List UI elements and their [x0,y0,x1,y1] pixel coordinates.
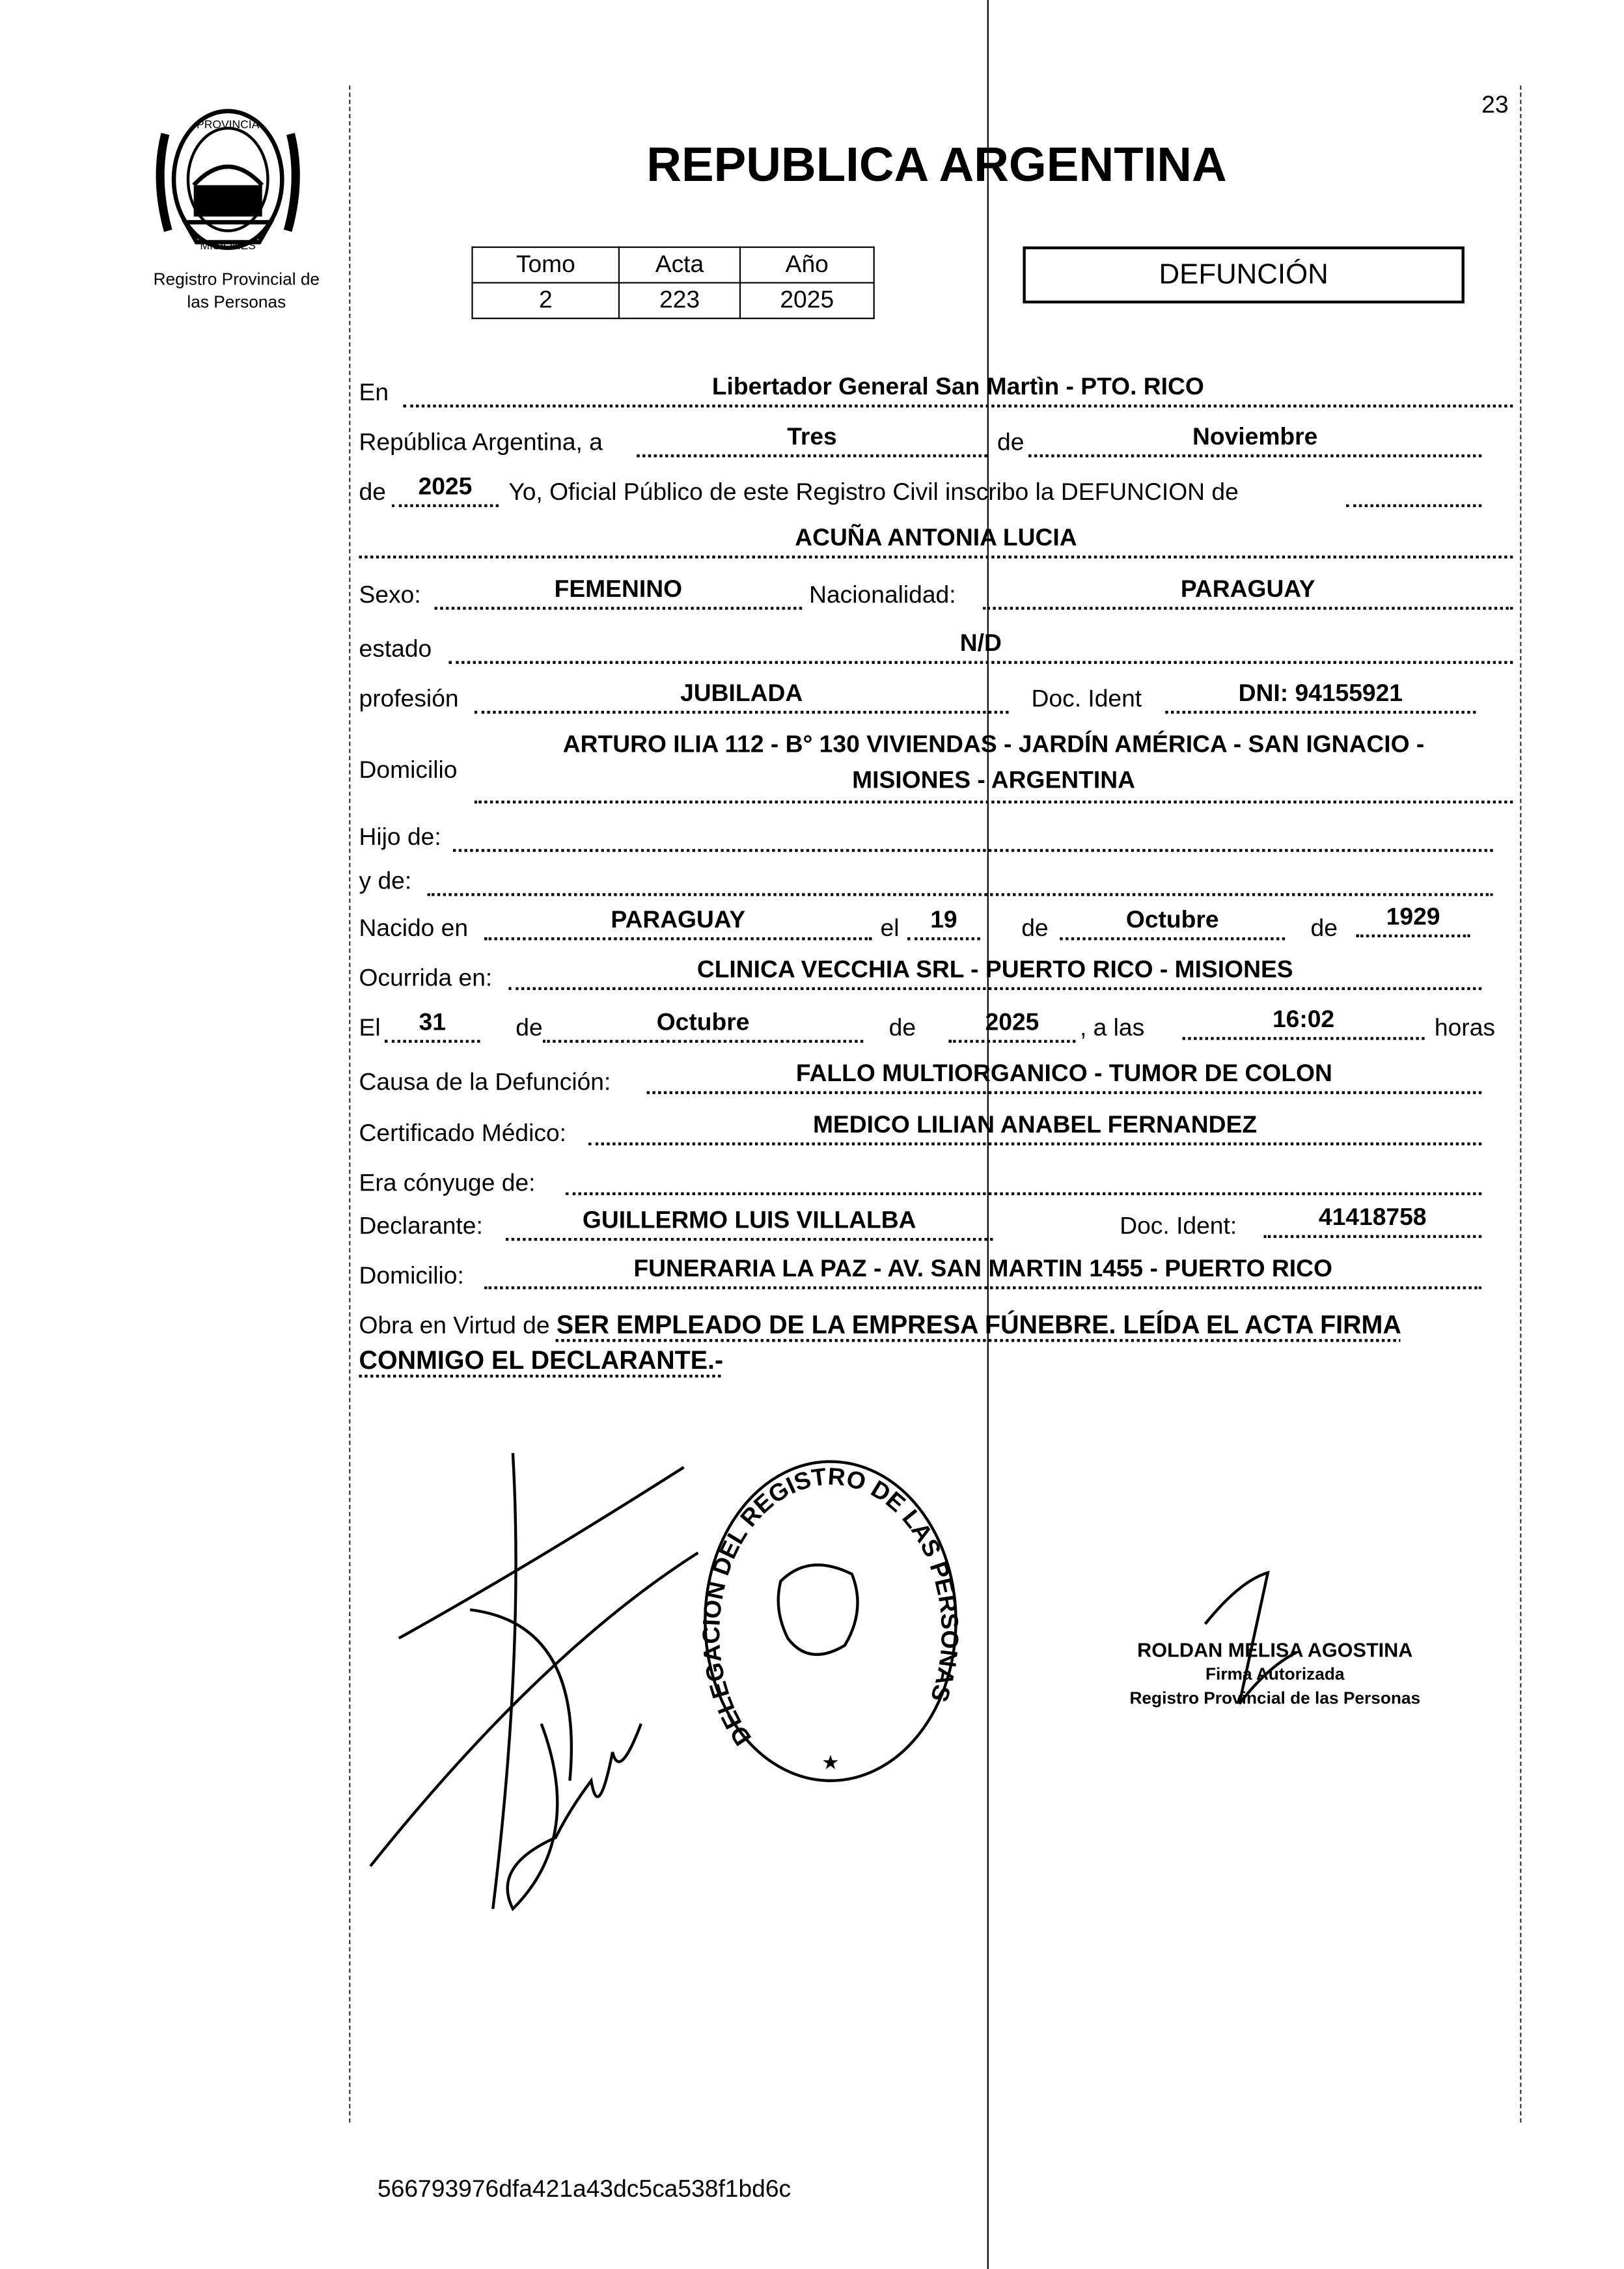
registry-name-line2: las Personas [187,292,286,312]
el2-label: El [359,1014,381,1041]
left-margin-line [349,85,350,2123]
estado-field: N/D [448,629,1513,664]
birth-day-field: 19 [907,906,980,941]
hijo-label: Hijo de: [359,823,441,851]
domicilio-underline [475,801,1513,803]
el-label: el [880,914,900,942]
de-label-4: de [1310,914,1338,942]
hijo-field [453,818,1493,852]
death-year-field: 2025 [949,1009,1076,1043]
domicilio2-label: Domicilio: [359,1262,464,1289]
yde-label: y de: [359,867,412,895]
signatory-name: ROLDAN MELISA AGOSTINA [1137,1638,1413,1661]
svg-text:★: ★ [821,1752,840,1774]
alas-label: , a las [1079,1014,1145,1041]
svg-text:DELEGACION DEL REGISTRO DE LAS [697,1463,964,1751]
header-anio: Año [740,247,874,283]
right-margin-line [1520,85,1521,2123]
profesion-label: profesión [359,685,459,713]
sexo-label: Sexo: [359,581,421,609]
declarante-label: Declarante: [359,1212,483,1240]
domicilio-line2: MISIONES - ARGENTINA [852,766,1135,794]
death-month-field: Octubre [543,1009,863,1043]
day-field: Tres [637,423,987,458]
sexo-field: FEMENINO [435,575,803,610]
nacido-en-field: PARAGUAY [484,906,872,941]
yde-field [428,862,1493,896]
document-hash: 566793976dfa421a43dc5ca538f1bd6c [377,2175,791,2203]
horas-label: horas [1434,1014,1496,1041]
domicilio-label: Domicilio [359,756,458,784]
domicilio-line1: ARTURO ILIA 112 - B° 130 VIVIENDAS - JARDÍN AMÉRICA - SAN IGNACIO - [562,730,1425,758]
page-number: 23 [1481,91,1509,118]
signatory-office: Registro Provincial de las Personas [1129,1688,1421,1709]
death-day-field: 31 [385,1009,480,1043]
place-field: Libertador General San Martìn - PTO. RICO [403,373,1513,407]
certificado-label: Certificado Médico: [359,1120,567,1147]
declarante-domicilio-field: FUNERARIA LA PAZ - AV. SAN MARTIN 1455 - PUERTO RICO [484,1255,1481,1289]
header-tomo: Tomo [473,247,620,283]
value-acta: 223 [619,282,740,318]
certificado-field: MEDICO LILIAN ANABEL FERNANDEZ [588,1111,1481,1146]
nacionalidad-label: Nacionalidad: [809,581,956,609]
estado-label: estado [359,635,432,663]
seal-text: DELEGACION DEL REGISTRO DE LAS PERSONAS [697,1462,964,1751]
doc-ident-field: DNI: 94155921 [1165,680,1476,714]
nacionalidad-field: PARAGUAY [983,575,1513,610]
year-field: 2025 [392,473,499,508]
value-tomo: 2 [473,282,620,318]
de-label-5: de [516,1014,543,1041]
conyuge-field [566,1161,1481,1196]
en-label: En [359,379,389,406]
birth-month-field: Octubre [1060,906,1285,941]
causa-label: Causa de la Defunción: [359,1068,611,1096]
header-acta: Acta [619,247,740,283]
causa-field: FALLO MULTIORGANICO - TUMOR DE COLON [647,1060,1482,1094]
registry-name-line1: Registro Provincial de [153,269,320,290]
obra-label: Obra en Virtud de [359,1312,550,1340]
republica-label: República Argentina, a [359,428,603,456]
month-field: Noviembre [1028,423,1481,458]
death-time-field: 16:02 [1183,1006,1425,1040]
ocurrida-field: CLINICA VECCHIA SRL - PUERTO RICO - MISIONES [508,956,1481,991]
conyuge-label: Era cónyuge de: [359,1169,536,1197]
de-label-2: de [359,478,386,506]
de-label-3: de [1021,914,1049,942]
obra-paragraph [359,1308,1516,1379]
value-anio: 2025 [740,282,874,318]
svg-text:PROVINCIA: PROVINCIA [197,117,260,131]
de-label-6: de [888,1014,916,1041]
deceased-name-field: ACUÑA ANTONIA LUCIA [359,524,1513,558]
signatory-role: Firma Autorizada [1205,1664,1345,1684]
birth-year-field: 1929 [1356,903,1470,938]
de-label: de [997,428,1025,456]
doc-ident-label: Doc. Ident [1031,685,1142,713]
intro-blank-field [1346,473,1481,508]
intro-text: Yo, Oficial Público de este Registro Civil inscribo la DEFUNCION de [508,478,1239,506]
declarante-doc-field: 41418758 [1263,1203,1481,1238]
page-title: REPUBLICA ARGENTINA [646,138,1227,193]
nacido-label: Nacido en [359,914,469,942]
registry-seal-stamp [695,1453,966,1795]
declarante-field: GUILLERMO LUIS VILLALBA [506,1207,993,1241]
doc2-label: Doc. Ident: [1120,1212,1237,1240]
obra-text: SER EMPLEADO DE LA EMPRESA FÚNEBRE. LEÍDA EL ACTA FIRMA CONMIGO EL DECLARANTE.- [359,1310,1401,1375]
record-type-box: DEFUNCIÓN [1023,247,1464,304]
svg-text:MISIONES: MISIONES [200,239,256,253]
ocurrida-label: Ocurrida en: [359,964,493,992]
declarant-signature [356,1438,726,1923]
profesion-field: JUBILADA [475,680,1009,714]
tomo-acta-anio-table [471,247,874,320]
misiones-coat-of-arms-logo [151,105,305,254]
